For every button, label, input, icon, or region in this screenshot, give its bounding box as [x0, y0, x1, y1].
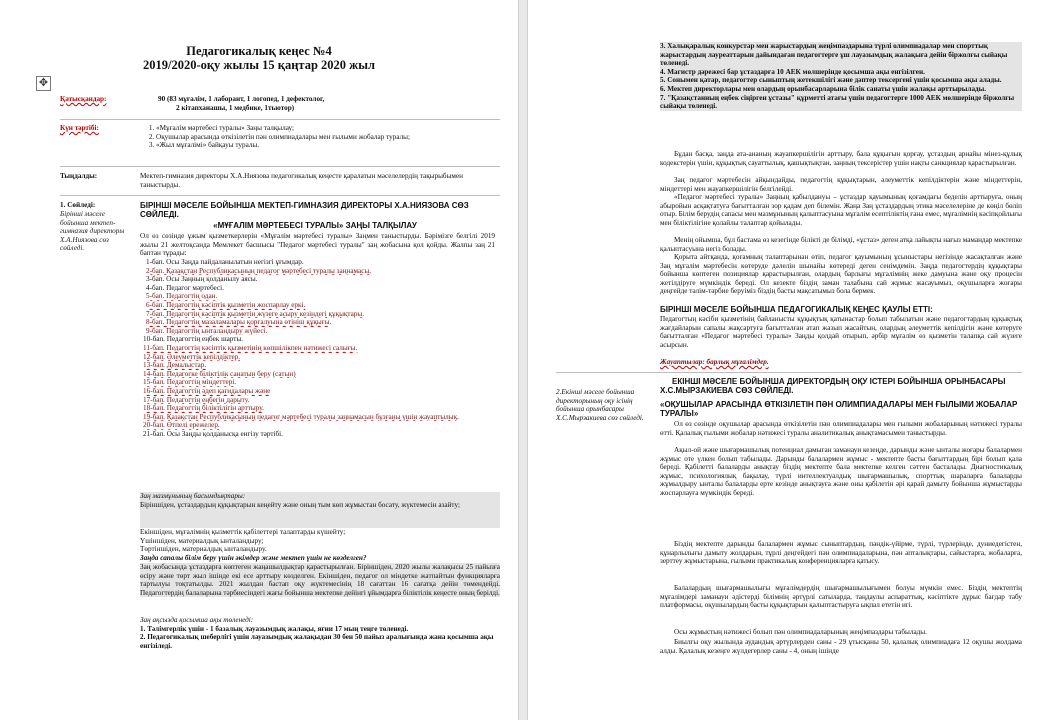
article-item: 20-бап. Өтпелі ережелер. — [143, 421, 220, 430]
agenda-item: 2. Оқушылар арасында өткізілетін пән олимпиадалары мен ғылыми жобалар туралы; — [156, 133, 516, 142]
article-item: 21-бап. Осы Заңды қолданысқа енгізу тәртібі. — [143, 429, 283, 438]
decision1-text: Педагогтың кәсіби қызметінің байланысты құқықтық қатынастар болып табылатын және педагогтардың құқықтық жағдайларын сапалы жақсартуға бағытталған атап жазып жасайтын, олардың әлеуметтік кепілдігін және көтеруге бағытталған «Педагог мәртебесі туралы» Заңды қолдай отырып, әрбір мұғалім өз қызметін талапқа сай жүзеге асырсын. — [660, 315, 1022, 349]
document-page-right — [528, 0, 1040, 720]
article-item: 3-бап. Осы Заңның қолданылу аясы. — [146, 275, 258, 284]
law-priorities-rest — [140, 528, 500, 562]
pay-item: 4. Магистр дәрежесі бар ұстаздарға 10 АЕК мөлшерінде қосымша ақы енгізілген. — [660, 67, 925, 76]
decision1-responsible: Жауаптылар: барлық мұғалімдер. — [660, 358, 769, 366]
article-item: 18-бап. Педагогтің біліктілігін арттыру. — [143, 404, 264, 413]
law-priority-item: Төртіншіден, материалдық ынталандыру. — [140, 545, 267, 554]
article-item: 6-бап. Педагогтің кәсіптік қызметін жоспарлау еркі. — [146, 300, 306, 309]
article-item: 17-бап. Педагогтің еңбегін дарыту. — [143, 395, 250, 404]
speaker2-note: 2.Екінші мәселе бойынша директорының оқу ісінің бойынша орынбасары Х.С.Мырзакиева сөз сөйледі. — [556, 388, 644, 422]
council-title: Педагогикалық кеңес №4 2019/2020-оқу жылы 15 қаңтар 2020 жыл — [142, 44, 376, 72]
section2-heading: ЕКІНШІ МӘСЕЛЕ БОЙЫНША ДИРЕКТОРДЫҢ ОҚУ ІСТЕРІ БОЙЫНША ОРЫНБАСАРЫ Х.С.МЫРЗАКИЕВА СӨЗ СӨЙЛЕДІ. — [660, 377, 1006, 396]
article-item: 2-бап. Қазақстан Республикасының педагог мәртебесі туралы заңнамасы. — [146, 266, 372, 275]
law-priority-item: Біріншіден, ұстаздардың құқықтарын кеңейту және оның тым көп жұмыстан босату, жүктемесін азайту; — [140, 500, 460, 509]
pay-item: 7. "Қазақстанның еңбек сіңірген ұстазы" құрметті атағы үшін педагогтерге 1000 АЕК мөлшерінде біржолғы сыйақы төленеді. — [660, 93, 1015, 111]
pay-item: 6. Мектеп директорлары мен олардың орынбасарларына білік санаты үшін жалақы арттырылады. — [660, 84, 987, 93]
article-item: 11-бап. Педагогтің кәсіптік қызметінің көпшілікпен нәтижесі салығы. — [143, 343, 358, 352]
row-divider — [60, 195, 500, 196]
article-item: 12-бап. Әлеуметтік кепілдіктер. — [143, 352, 241, 361]
law-priority-item: Үшіншіден, материалдық ынталандыру; — [140, 536, 264, 545]
speaker1-note: Бірінші мәселе бойынша мектеп-гимназия директоры Х.А.Ниязова сөз сөйледі. — [60, 210, 125, 253]
pay-item: 3. Халықаралық конкурстар мен жарыстардың жеңімпаздарына түрлі олимпиадалар мен спорттық жарыстардың лауреаттарын дайындаған педагогтерге ұш лауазымдық жалақыға дейін біржолғы сыйақы төленеді. — [660, 42, 1008, 68]
agenda-list — [140, 124, 516, 150]
law-question: Заңда сапалы білім беру үшін әкімдер және мектеп үшін не көзделген? — [140, 553, 367, 562]
row-divider — [60, 166, 500, 167]
law-answer: Заң жобасында ұстаздарға көптеген жаңашылдықтар қарастырылған. Біріншіден, 2020 жылы жалақысы 25 пайызға өсіру және төрт жыл ішінде екі есе арттыру көзделген. Екіншіден, педагог ол міндетке жатпайтын функцияларға тартылуы тоқтатылды. 2021 жылдан бастап оқу жүктемесінің 18 сағаттан 16 сағатқа дейін төмендейді. Педагогтердің балаларына тәрбиесіндегі жағы бойынша мектепке дейінгі ұйымдарға біліктілік кеңесте оның берілді. — [140, 563, 500, 597]
section2-paragraph: Осы жұмыстың нәтижесі болып пән олимпиадаларының жеңімпаздары табылады. — [674, 628, 927, 636]
article-item: 10-бап. Педагогтің еңбек шарты. — [143, 335, 244, 344]
law-pay-item: 1. Тәлімгерлік үшін - 1 базалық лауазымдық жалақы, яғни 17 мың теңге төленеді. — [140, 624, 409, 633]
body-paragraph: Бұдан басқа, заңда ата-ананың жауапкершілігін арттыру, бала құқығын қорғау, ұстаздың арнайы мінез-құлық кодекстерін үшін, құқықтық сауаттылық, қашықтықтан, заңның тексерістер үшін нақты санкциялар қарастырылған. — [660, 150, 1022, 167]
body-paragraph: Менің ойымша, бұл бастама өз кезегінде білікті де білімді, «ұстаз» деген атқа лайықты нағыз мамандар мектепке қалыптасуына негіз болады. — [660, 236, 1022, 253]
document-page-left — [0, 0, 518, 720]
page-gutter — [518, 0, 528, 720]
law-priorities-block — [140, 492, 500, 528]
agenda-label: Күн тәртібі: — [60, 124, 99, 132]
table-move-handle-icon[interactable]: ✥ — [36, 76, 51, 91]
agenda-item: 1. «Мұғалім мәртебесі туралы» Заңы талқылау; — [156, 124, 516, 133]
article-item: 14-бап. Педагогке біліктілік санатын беру (сатын) — [143, 369, 296, 378]
article-item: 16-бап. Педагогтің әдеп қағидалары және — [143, 386, 271, 395]
listened-label: Тыңдалды: — [60, 172, 98, 180]
law-pay-item: 2. Педагогикалық шеберлігі үшін лауазымдық жалақыдан 30 бен 50 пайыз аралығында жана қосымша ақы енгізіледі. — [140, 633, 494, 650]
row-divider — [556, 372, 1022, 373]
law-priority-item: Екіншіден, мұғалімнің қызметтік қабілеттері талаптарды күшейту; — [140, 528, 346, 536]
section2-paragraph: Біздің мектепте дарынды балалармен жұмыс сыныптардың, пәндік-үйірме, түрлі, түрлерінде, дуниедегістен, құнарлылығы дамыту жолдарын, тұрлі деңгейдегі пән олимпиадаларына, пән апталықтары, сайыстарға, жобаларға, зерттеу жұмыстарына, ғылыми практикалық конференцияларға қатысу. — [660, 540, 1022, 566]
article-item: 4-бап. Педагог мәртебесі. — [146, 283, 224, 292]
attendees-label: Қатысқандар: — [60, 95, 107, 103]
article-item: 19-бап. Қазақстан Республикасының педагог мәртебесі туралы заңнамасын бұзғаны үшін жауаптылық. — [143, 412, 459, 421]
law-articles-list — [140, 258, 500, 438]
section1-intro: Ол өз сөзінде ұжым қызметкерлерін «Мұғалім мәртебесі туралы» Заңмен таныстырды. Бәрімізге белгілі 2019 жылы 21 желтоқсанда Мемлекет басшысы "Педагог мәртебесі туралы" заң жобасына қол қойды. Жалпы заң 21 баптан тұрады: — [140, 232, 495, 258]
agenda-item: 3. «Жыл мұғалімі» байқауы туралы. — [156, 141, 516, 150]
law-priorities-heading: Заң мазмұнының басымдықтары: — [140, 492, 246, 500]
section2-paragraph: Ақыл-ой және шығармашылық потенциал дамыған заманауи кезеңде, дарынды және ынталы жоғары балалармен жұмыс оте үлкен болып табылады. Дарынды балалармен жұмыс - мектепте басты бағыттардың бірі болып қала береді. Қабілетті балаларды анықтау біздің мектепте бала мектепке келген сәттен басталады. Диагностикалық жұмыс, психологиялық бақылау, түрлі интеллектуалдық шығармашылық, спорттық шараларға балаларды жұмылдыру ынталы балаларды ерте кезінде анықтауға және оны қабілетін әрі қарай дамыту бойынша жұмыстарды жоспарлауға мүмкіндік береді. — [660, 446, 1022, 497]
article-item: 8-бап. Педагогтің мазаламалары қорғалуына өтініш құқығы. — [146, 318, 332, 327]
section2-subheading: «ОҚУШЫЛАР АРАСЫНДА ӨТКІЗІЛЕТІН ПӘН ОЛИМПИАДАЛАРЫ МЕН ҒЫЛЫМИ ЖОБАЛАР ТУРАЛЫ» — [660, 400, 1018, 419]
article-item: 7-бап. Педагогтің кәсіптік қызметін жүзеге асыру кезіндегі құқықтары. — [146, 309, 365, 318]
body-paragraph: «Педагог мәртебесі туралы» Заңның қабылдануы – ұстаздар қауымының қоғамдағы беделін арттыруға, оның абыройын асқақтатуға бағытталған зор қадам деп білемін. Жаңа Заң ұстаздардың этика мәселелеріне де көңіл бөліп отыр. Білім берудің сапасы мен мазмұнының қалыптасуына мұғалім есептіліктің ғана емес, мұғалімнің кәсіпқойлығы мен біліктілігіне қолайлы талаптар қойылады. — [660, 193, 1022, 227]
law-pay-note: Заң ақсызда қосымша ақы төленеді: — [140, 616, 254, 624]
section2-paragraph: Ол өз сөзінде оқушылар арасында өткізілетін пән олимпиадалары мен ғылыми жобаларының нәтижесі туралы өтті. Қалалық ғылыми жобалар нәтижесі туралы аналитикалық анықтамасымен таныстырды. — [660, 420, 1022, 437]
article-item: 13-бап. Демалыстар. — [143, 361, 207, 370]
section2-paragraph: Балалардың шығармашылығы мұғалімдердің шығармашылығымен болуы мүмкін емес. Біздің мектептің мұғалімдері заманауи әдістерді білімнің әртүрлі сатыларда, таңдаулы аспараттық, кәсіптікте дұрыс бағдар табу платформасы, оқушылардың басты құқықтарын қалыптастыруға ықпал ететін игі. — [660, 584, 1022, 610]
section1-subheading: «МҰҒАЛІМ МӘРТЕБЕСІ ТУРАЛЫ» ЗАҢЫ ТАЛҚЫЛАУ — [213, 221, 417, 230]
section2-paragraph: Биылғы оқу жылында аудандық әртүрлерден саны - 29 ұтысқаны 50, қалалық олимпиадаға 12 оқушы жолдама алды. Қалалық кезеңге жүлдегерлер саны - 4, оның ішінде — [660, 638, 1022, 655]
row-divider — [60, 119, 500, 120]
pay-item: 5. Сонымен қатар, педагогтер сыныптың жетекшілігі және дәптер тексергені үшін қосымша ақы алады. — [660, 76, 1002, 85]
article-item: 9-бап. Педагогтің ынталандыру жүйесі. — [146, 326, 268, 335]
pay-continuation — [660, 42, 1022, 111]
section1-heading: БІРІНШІ МӘСЕЛЕ БОЙЫНША МЕКТЕП-ГИМНАЗИЯ ДИРЕКТОРЫ Х.А.НИЯЗОВА СӨЗ СӨЙЛЕДІ. — [140, 201, 469, 220]
law-pay-block — [140, 616, 500, 650]
article-item: 1-бап. Осы Заңда пайдаланылатын негізгі ұғымдар. — [146, 258, 304, 266]
article-item: 5-бап. Педагогтің одан. — [146, 292, 218, 301]
speaker1-label: 1. Сөйледі: — [60, 201, 96, 209]
article-item: 15-бап. Педагогтің міндеттері. — [143, 378, 237, 387]
listened-text: Мектеп-гимназия директоры Х.А.Ниязова педагогикалық кеңесте қаралатын мәселелердің тақырыбымен таныстырды. — [140, 172, 464, 189]
body-paragraph: Заң педагог мәртебесін айқындайды, педагогтің құқықтарын, әлеуметтік кепілдіктерін және міндеттерін, міндеттері мен жауапкершілігін белгілейді. — [660, 176, 1022, 193]
decision1-heading: БІРІНШІ МӘСЕЛЕ БОЙЫНША ПЕДАГОГИКАЛЫҚ КЕҢЕС ҚАУЛЫ ЕТТІ: — [660, 305, 933, 314]
attendees-value: 90 (83 мұғалім, 1 лаборант, 1 логопед, 1 дефектолог, 2 кітапханашы, 1 медбике, 1тьютор) — [158, 95, 325, 112]
body-paragraph: Қорыта айтқанда, қоғамның талаптарынан өтіп, педагог қауымының ұсыныстары негізінде жасақталған және Заң мұғалім мәртебесін көтеруде дәлелін шынайы көтереді деген сенімдемін. Заңда педагогтердің құқықтары бойынша көптеген позициялар қарастырылған, олардың барлығы мұғалімнің жеке дамуына және оқу процесін жетілдіруге мүмкіндік береді. Ол кезекте біздің заман талабына сай жұмыс жасауымыз, оқушыларға жоғары деңгейде тәлім-тәрбие беруіміз біздің басты мақсатымыз бола бермек. — [660, 253, 1022, 296]
